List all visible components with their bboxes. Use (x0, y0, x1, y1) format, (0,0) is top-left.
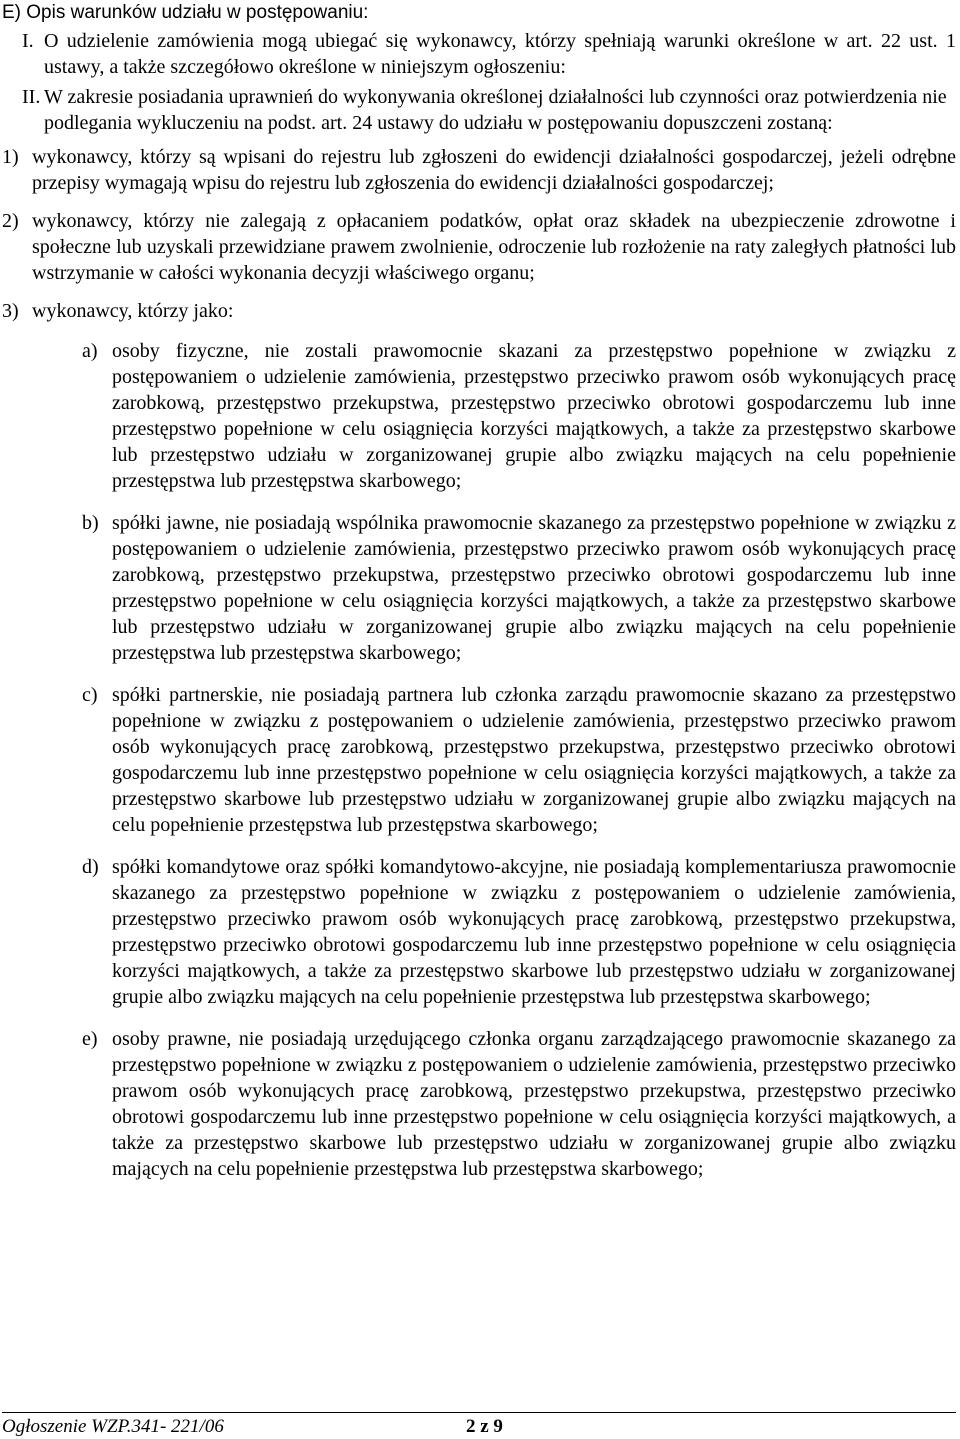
clause-number: I. (22, 30, 34, 52)
list-item-text: wykonawcy, którzy jako: (32, 300, 234, 322)
list-item-3 (2, 298, 956, 324)
sub-item-label: c) (82, 684, 98, 706)
page-number: 2 z 9 (466, 1416, 503, 1437)
section-heading: E) Opis warunków udziału w postępowaniu: (2, 2, 369, 23)
clause-text: O udzielenie zamówienia mogą ubiegać się wykonawcy, którzy spełniają warunki określone w art. 22 ust. 1 ustawy, a także szczegółowo określone w niniejszym ogłoszeniu: (44, 30, 956, 78)
sub-item-text: spółki partnerskie, nie posiadają partnera lub członka zarządu prawomocnie skazano za przestępstwo popełnione w związku z postępowaniem o udzielenie zamówienia, przestępstwo przeciwko prawom osób wykonujących pracę zarobkową, przestępstwo przekupstwa, przestępstwo przeciwko obrotowi gospodarczemu lub inne przestępstwo popełnione w celu osiągnięcia korzyści majątkowych, a także za przestępstwo skarbowe lub przestępstwo udziału w zorganizowanej grupie albo związku mających na celu popełnienie przestępstwa lub przestępstwa skarbowego; (112, 684, 956, 836)
sub-item-text: osoby prawne, nie posiadają urzędującego członka organu zarządzającego prawomocnie skazanego za przestępstwo popełnione w związku z postępowaniem o udzielenie zamówienia, przestępstwo przeciwko prawom osób wykonujących pracę zarobkową, przestępstwo przekupstwa, przestępstwo przeciwko obrotowi gospodarczemu lub inne przestępstwo popełnione w celu osiągnięcia korzyści majątkowych, a także za przestępstwo skarbowe lub przestępstwo udziału w zorganizowanej grupie albo związku mających na celu popełnienie przestępstwa lub przestępstwa skarbowego; (112, 1028, 956, 1180)
list-item-text: wykonawcy, którzy są wpisani do rejestru lub zgłoszeni do ewidencji działalności gospodarczej, jeżeli odrębne przepisy wymagają wpisu do rejestru lub zgłoszenia do ewidencji działalności gospodarczej; (32, 146, 956, 194)
list-item-2 (2, 208, 956, 286)
list-item-1 (2, 144, 956, 196)
sub-item-label: d) (82, 856, 99, 878)
sub-item-a (82, 338, 956, 494)
sub-item-e (82, 1026, 956, 1182)
sub-item-text: spółki jawne, nie posiadają wspólnika prawomocnie skazanego za przestępstwo popełnione w związku z postępowaniem o udzielenie zamówienia, przestępstwo przeciwko prawom osób wykonujących pracę zarobkową, przestępstwo przekupstwa, przestępstwo przeciwko obrotowi gospodarczemu lub inne przestępstwo popełnione w celu osiągnięcia korzyści majątkowych, a także za przestępstwo skarbowe lub przestępstwo udziału w zorganizowanej grupie albo związku mających na celu popełnienie przestępstwa lub przestępstwa skarbowego; (112, 512, 956, 664)
sub-item-label: e) (82, 1028, 98, 1050)
sub-item-text: spółki komandytowe oraz spółki komandytowo-akcyjne, nie posiadają komplementariusza prawomocnie skazanego za przestępstwo popełnione w związku z postępowaniem o udzielenie zamówienia, przestępstwo przeciwko prawom osób wykonujących pracę zarobkową, przestępstwo przekupstwa, przestępstwo przeciwko obrotowi gospodarczemu lub inne przestępstwo popełnione w celu osiągnięcia korzyści majątkowych, a także za przestępstwo skarbowe lub przestępstwo udziału w zorganizowanej grupie albo związku mających na celu popełnienie przestępstwa lub przestępstwa skarbowego; (112, 856, 956, 1008)
clause-1 (2, 28, 956, 80)
clause-number: II. (22, 86, 41, 108)
clause-text: W zakresie posiadania uprawnień do wykonywania określonej działalności lub czynności oraz potwierdzenia nie podlegania wykluczeniu na podst. art. 24 ustawy do udziału w postępowaniu dopuszczeni zostaną: (44, 86, 947, 134)
list-item-label: 2) (2, 210, 19, 232)
list-item-label: 3) (2, 300, 19, 322)
list-item-text: wykonawcy, którzy nie zalegają z opłacaniem podatków, opłat oraz składek na ubezpieczenie zdrowotne i społeczne lub uzyskali przewidziane prawem zwolnienie, odroczenie lub rozłożenie na raty zaległych płatności lub wstrzymanie w całości wykonania decyzji właściwego organu; (32, 210, 956, 284)
sub-item-label: a) (82, 340, 98, 362)
sub-item-c (82, 682, 956, 838)
sub-item-d (82, 854, 956, 1010)
footer-reference: Ogłoszenie WZP.341- 221/06 (2, 1416, 224, 1437)
sub-item-text: osoby fizyczne, nie zostali prawomocnie skazani za przestępstwo popełnione w związku z postępowaniem o udzielenie zamówienia, przestępstwo przeciwko prawom osób wykonujących pracę zarobkową, przestępstwo przekupstwa, przestępstwo przeciwko obrotowi gospodarczemu lub inne przestępstwo popełnione w celu osiągnięcia korzyści majątkowych, a także za przestępstwo skarbowe lub przestępstwo udziału w zorganizowanej grupie albo związku mających na celu popełnienie przestępstwa lub przestępstwa skarbowego; (112, 340, 956, 492)
clause-2 (2, 84, 956, 136)
sub-item-label: b) (82, 512, 99, 534)
sub-item-b (82, 510, 956, 666)
page-footer (2, 1412, 956, 1439)
list-item-label: 1) (2, 146, 19, 168)
